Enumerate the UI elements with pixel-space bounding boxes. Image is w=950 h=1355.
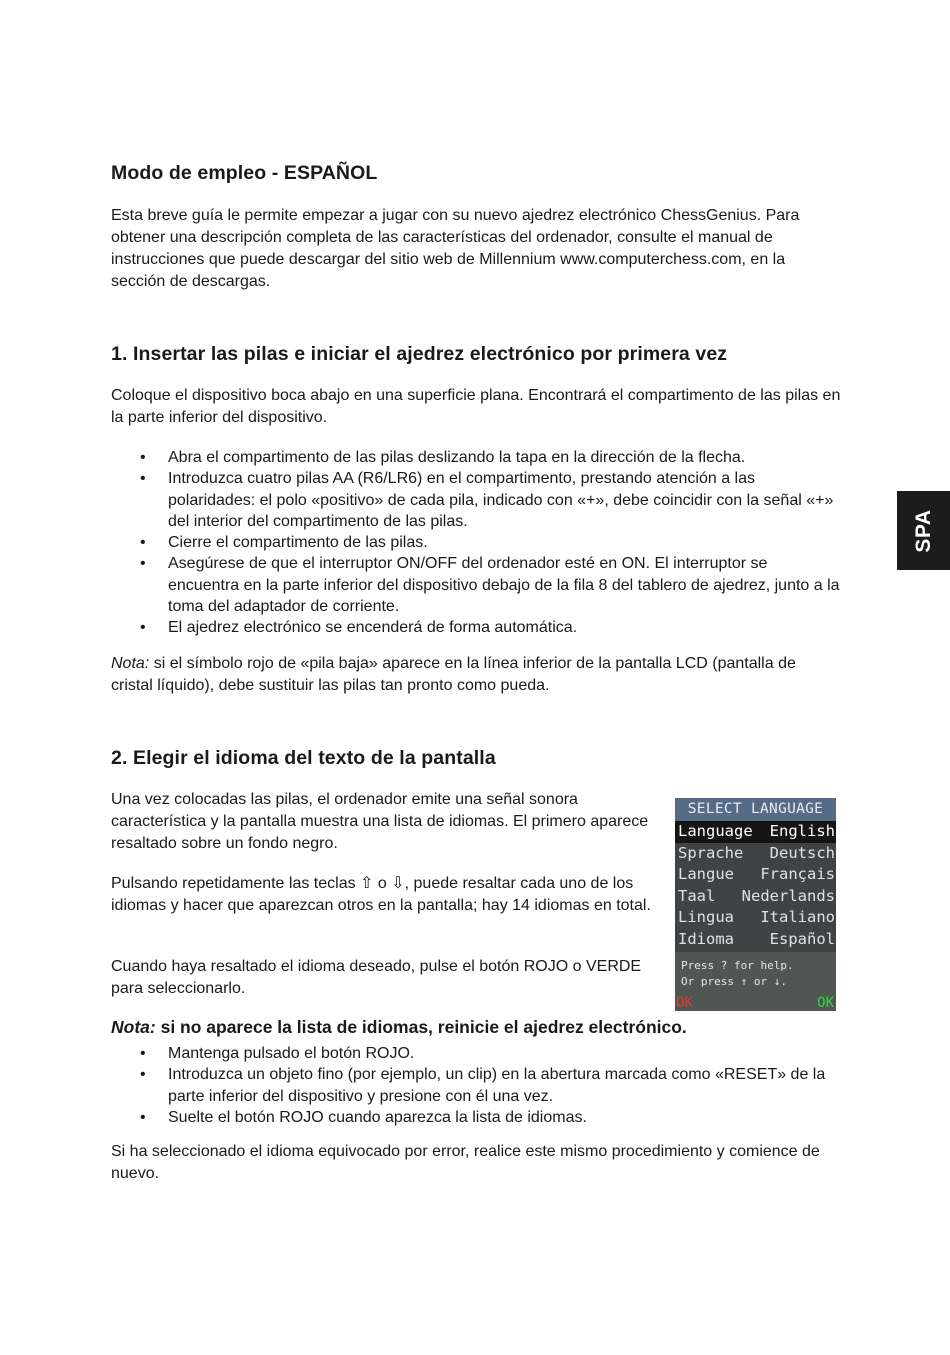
section-2-heading: 2. Elegir el idioma del texto de la pantalla xyxy=(111,747,496,769)
section-2-note xyxy=(111,1017,841,1038)
lcd-language-row xyxy=(675,907,836,929)
list-item: • Introduzca un objeto fino (por ejemplo, un clip) en la abertura marcada como «RESET» de la parte inferior del dispositivo y presione con él una vez. xyxy=(111,1064,841,1107)
list-item: • El ajedrez electrónico se encenderá de forma automática. xyxy=(111,617,841,638)
section-2-paragraph-1: Una vez colocadas las pilas, el ordenador emite una señal sonora característica y la pantalla muestra una lista de idiomas. El primero aparece resaltado sobre un fondo negro. xyxy=(111,791,649,852)
lcd-language-screen xyxy=(675,798,836,1011)
list-item: • Cierre el compartimento de las pilas. xyxy=(111,532,841,553)
lcd-row-value: Français xyxy=(760,865,835,884)
lcd-row-label: Lingua xyxy=(678,908,734,927)
lcd-language-row-selected xyxy=(675,821,836,843)
language-side-tab xyxy=(897,491,950,570)
section-2-paragraph-2: Pulsando repetidamente las teclas ⇧ o ⇩, puede resaltar cada uno de los idiomas y hacer que aparezcan otros en la pantalla; hay 14 idiomas en total. xyxy=(111,875,651,914)
lcd-row-label: Language xyxy=(678,822,753,840)
list-item: • Suelte el botón ROJO cuando aparezca la lista de idiomas. xyxy=(111,1107,841,1128)
section-1-heading: 1. Insertar las pilas e iniciar el ajedrez electrónico por primera vez xyxy=(111,343,728,365)
section-1-paragraph: Coloque el dispositivo boca abajo en una superficie plana. Encontrará el compartimento de las pilas en la parte inferior del dispositivo. xyxy=(111,387,841,426)
lcd-row-value: Italiano xyxy=(760,908,835,927)
list-item: • Mantenga pulsado el botón ROJO. xyxy=(111,1043,841,1064)
side-tab-label: SPA xyxy=(911,508,935,553)
lcd-row-label: Idioma xyxy=(678,929,734,948)
lcd-row-value: Deutsch xyxy=(769,843,835,862)
lcd-help-text xyxy=(681,958,794,990)
lcd-row-label: Langue xyxy=(678,865,734,884)
page-title: Modo de empleo - ESPAÑOL xyxy=(111,162,378,184)
list-item: • Abra el compartimento de las pilas deslizando la tapa en la dirección de la flecha. xyxy=(111,447,841,468)
lcd-ok-red: OK xyxy=(676,995,693,1011)
lcd-row-label: Sprache xyxy=(678,843,744,862)
note-label: Nota: xyxy=(111,1017,156,1037)
lcd-row-value: Nederlands xyxy=(741,886,835,905)
section-2-paragraph-3: Cuando haya resaltado el idioma deseado, pulse el botón ROJO o VERDE para seleccionarlo. xyxy=(111,958,642,997)
lcd-language-row xyxy=(675,929,836,951)
lcd-row-value: Español xyxy=(769,929,835,948)
section-1-note xyxy=(111,653,841,697)
list-item: • Asegúrese de que el interruptor ON/OFF del ordenador esté en ON. El interruptor se encuentra en la parte inferior del dispositivo debajo de la fila 8 del tablero de ajedrez, junto a la toma del adaptador de corriente. xyxy=(111,553,841,617)
lcd-help-line: Press ? for help. xyxy=(681,959,794,972)
lcd-row-label: Taal xyxy=(678,886,716,905)
lcd-ok-green: OK xyxy=(817,995,834,1011)
lcd-language-row xyxy=(675,886,836,908)
note-label: Nota: xyxy=(111,655,150,672)
lcd-footer xyxy=(675,952,836,1011)
note-text: si el símbolo rojo de «pila baja» aparece en la línea inferior de la pantalla LCD (pantalla de cristal líquido), debe sustituir las pilas tan pronto como pueda. xyxy=(111,655,796,694)
lcd-row-value: English xyxy=(769,822,835,840)
section-1-bullet-list xyxy=(111,447,841,639)
list-item: • Introduzca cuatro pilas AA (R6/LR6) en el compartimento, prestando atención a las polaridades: el polo «positivo» de cada pila, indicado con «+», debe coincidir con la señal «+» del interior del compartimento de las pilas. xyxy=(111,468,841,532)
lcd-language-row xyxy=(675,843,836,865)
lcd-help-line: Or press ↑ or ↓. xyxy=(681,975,787,988)
note-text: si no aparece la lista de idiomas, reinicie el ajedrez electrónico. xyxy=(155,1017,687,1037)
final-paragraph: Si ha seleccionado el idioma equivocado por error, realice este mismo procedimiento y comience de nuevo. xyxy=(111,1143,820,1182)
lcd-language-row xyxy=(675,864,836,886)
lcd-header: SELECT LANGUAGE xyxy=(675,798,836,821)
intro-paragraph: Esta breve guía le permite empezar a jugar con su nuevo ajedrez electrónico ChessGenius. Para obtener una descripción completa de las características del ordenador, consulte el manual de instrucciones que puede descargar del sitio web de Millennium www.computerchess.com, en la sección de descargas. xyxy=(111,207,800,290)
section-2-bullet-list xyxy=(111,1043,841,1128)
